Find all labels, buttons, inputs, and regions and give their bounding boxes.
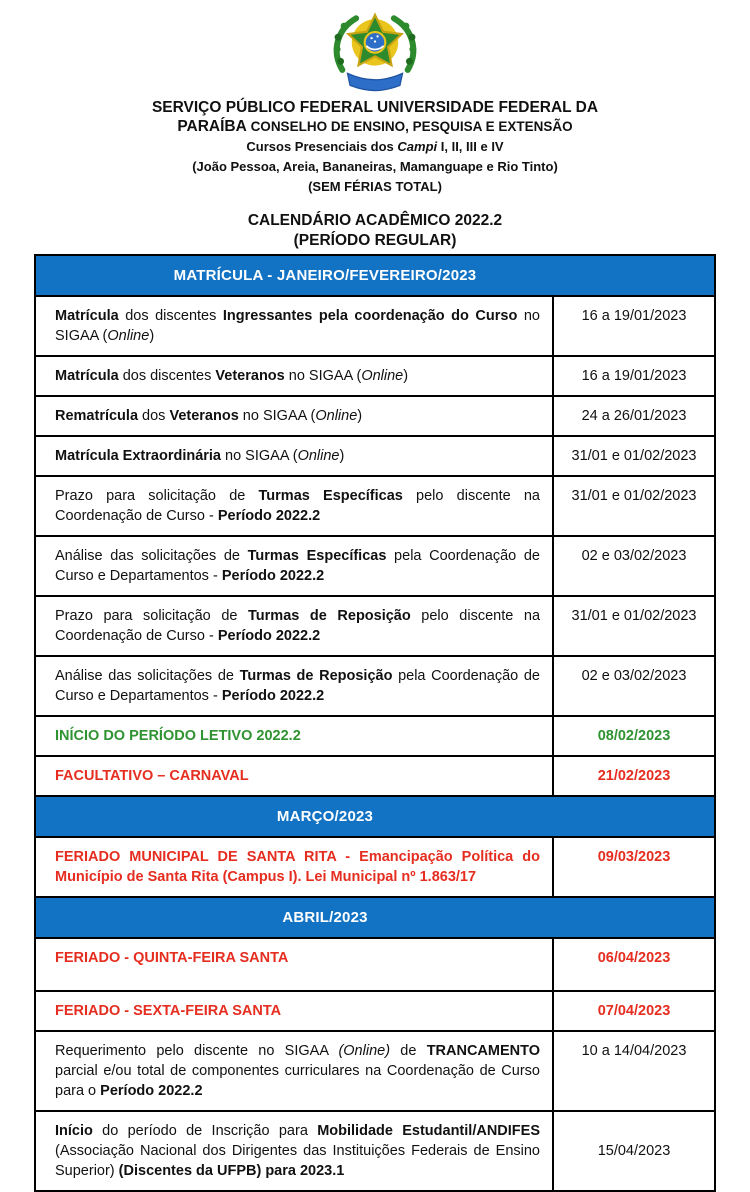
event-description bbox=[35, 536, 553, 596]
event-text-segment: dos bbox=[138, 408, 170, 424]
event-text-segment: pela Coordenação de Curso e Departamentos - bbox=[55, 548, 540, 584]
event-text-segment: ) bbox=[149, 328, 155, 344]
event-row bbox=[35, 596, 715, 656]
event-row bbox=[35, 656, 715, 716]
calendar-table-body bbox=[35, 255, 715, 1191]
campi-suffix: I, II, III e IV bbox=[437, 139, 504, 154]
event-text-segment: Prazo para solicitação de bbox=[55, 608, 249, 624]
event-description bbox=[35, 436, 553, 476]
document-title bbox=[0, 211, 750, 251]
event-text-segment: Ingressantes pela coordenação do Curso bbox=[222, 308, 518, 324]
event-date: 02 e 03/02/2023 bbox=[553, 536, 715, 596]
event-date: 06/04/2023 bbox=[553, 938, 715, 991]
event-text-segment: ) bbox=[357, 408, 363, 424]
event-text-segment: FERIADO - SEXTA-FEIRA SANTA bbox=[55, 1003, 282, 1019]
org-title-main: SERVIÇO PÚBLICO FEDERAL UNIVERSIDADE FEDERAL DA PARAÍBA bbox=[151, 99, 599, 135]
section-row bbox=[35, 796, 715, 837]
event-text-segment: Período 2022.2 bbox=[217, 508, 321, 524]
event-text-segment: Turmas de Reposição bbox=[239, 668, 393, 684]
event-text-segment: Matrícula Extraordinária bbox=[55, 448, 221, 464]
event-row bbox=[35, 1111, 715, 1191]
event-row bbox=[35, 356, 715, 396]
event-text-segment: Online bbox=[361, 368, 404, 384]
event-text-segment: Período 2022.2 bbox=[217, 628, 321, 644]
event-text-segment: no SIGAA ( bbox=[238, 408, 316, 424]
event-text-segment: dos discentes bbox=[118, 308, 223, 324]
event-description bbox=[35, 1111, 553, 1191]
event-row bbox=[35, 436, 715, 476]
campi-line bbox=[0, 137, 750, 156]
event-text-segment: Período 2022.2 bbox=[221, 688, 325, 704]
event-text-segment: (Discentes da UFPB) para 2023.1 bbox=[118, 1163, 345, 1179]
event-description bbox=[35, 716, 553, 756]
event-text-segment: pelo discente na Coordenação de Curso - bbox=[55, 608, 541, 644]
event-text-segment: no SIGAA ( bbox=[284, 368, 362, 384]
event-description bbox=[35, 596, 553, 656]
event-text-segment: Matrícula bbox=[55, 308, 119, 324]
event-description bbox=[35, 476, 553, 536]
event-text-segment: Veteranos bbox=[215, 368, 285, 384]
event-text-segment: Turmas Específicas bbox=[258, 488, 403, 504]
event-text-segment: Prazo para solicitação de bbox=[55, 488, 259, 504]
event-text-segment: Período 2022.2 bbox=[100, 1083, 203, 1099]
event-date: 09/03/2023 bbox=[553, 837, 715, 897]
org-title-council: CONSELHO DE ENSINO, PESQUISA E EXTENSÃO bbox=[250, 119, 573, 134]
event-text-segment: Online bbox=[297, 448, 340, 464]
event-text-segment: Online bbox=[315, 408, 358, 424]
section-header-label: MATRÍCULA - JANEIRO/FEVEREIRO/2023 bbox=[35, 255, 715, 296]
event-date: 08/02/2023 bbox=[553, 716, 715, 756]
event-text-segment: Turmas de Reposição bbox=[248, 608, 411, 624]
event-text-segment: ) bbox=[339, 448, 345, 464]
calendar-table bbox=[34, 254, 716, 1192]
event-description bbox=[35, 1031, 553, 1111]
no-vacation-note: (SEM FÉRIAS TOTAL) bbox=[308, 179, 442, 194]
event-text-segment: INÍCIO DO PERÍODO LETIVO 2022.2 bbox=[55, 728, 301, 744]
event-text-segment: TRANCAMENTO bbox=[426, 1043, 540, 1059]
event-text-segment: FERIADO - QUINTA-FEIRA SANTA bbox=[55, 950, 289, 966]
event-text-segment: (Associação Nacional dos Dirigentes das Instituições Federais de Ensino Superior) bbox=[55, 1143, 540, 1179]
event-text-segment: parcial e/ou total de componentes curriculares na Coordenação de Curso para o bbox=[55, 1063, 540, 1099]
document-title-line1: CALENDÁRIO ACADÊMICO 2022.2 bbox=[247, 212, 503, 229]
campi-word: Campi bbox=[397, 139, 438, 154]
event-row bbox=[35, 296, 715, 356]
event-text-segment: Análise das solicitações de bbox=[55, 668, 240, 684]
event-text-segment: Período 2022.2 bbox=[221, 568, 325, 584]
event-date: 16 a 19/01/2023 bbox=[553, 296, 715, 356]
event-description bbox=[35, 756, 553, 796]
event-description bbox=[35, 938, 553, 991]
event-row bbox=[35, 991, 715, 1031]
event-row bbox=[35, 938, 715, 991]
event-text-segment: Mobilidade Estudantil/ANDIFES bbox=[317, 1123, 540, 1139]
event-text-segment: Veteranos bbox=[169, 408, 239, 424]
section-header-label: MARÇO/2023 bbox=[35, 796, 715, 837]
event-row bbox=[35, 716, 715, 756]
event-date: 07/04/2023 bbox=[553, 991, 715, 1031]
event-date: 02 e 03/02/2023 bbox=[553, 656, 715, 716]
event-row bbox=[35, 756, 715, 796]
event-text-segment: Rematrícula bbox=[55, 408, 139, 424]
event-text-segment: no SIGAA ( bbox=[55, 308, 540, 344]
event-date: 10 a 14/04/2023 bbox=[553, 1031, 715, 1111]
event-text-segment: FERIADO MUNICIPAL DE SANTA RITA - Emancipação Política do Município de Santa Rita (Campus I). Lei Municipal nº 1.863/17 bbox=[55, 849, 540, 885]
event-text-segment: Turmas Específicas bbox=[247, 548, 387, 564]
event-text-segment: de bbox=[390, 1043, 427, 1059]
event-date: 21/02/2023 bbox=[553, 756, 715, 796]
event-text-segment: ) bbox=[403, 368, 409, 384]
event-date: 15/04/2023 bbox=[553, 1111, 715, 1191]
event-description bbox=[35, 356, 553, 396]
document-title-line2: (PERÍODO REGULAR) bbox=[293, 232, 457, 249]
event-text-segment: no SIGAA ( bbox=[221, 448, 298, 464]
event-text-segment: Início bbox=[55, 1123, 93, 1139]
campi-prefix: Cursos Presenciais dos bbox=[246, 139, 398, 154]
event-text-segment: pelo discente na Coordenação de Curso - bbox=[55, 488, 540, 524]
org-title-line bbox=[123, 98, 628, 136]
campuses-line: (João Pessoa, Areia, Bananeiras, Mamanguape e Rio Tinto) bbox=[192, 159, 558, 174]
event-date: 16 a 19/01/2023 bbox=[553, 356, 715, 396]
crest-container bbox=[0, 8, 750, 94]
event-text-segment: dos discentes bbox=[118, 368, 216, 384]
event-date: 31/01 e 01/02/2023 bbox=[553, 436, 715, 476]
event-text-segment: (Online) bbox=[338, 1043, 391, 1059]
event-date: 31/01 e 01/02/2023 bbox=[553, 476, 715, 536]
event-text-segment: do período de Inscrição para bbox=[92, 1123, 318, 1139]
event-text-segment: Matrícula bbox=[55, 368, 119, 384]
event-description bbox=[35, 837, 553, 897]
event-row bbox=[35, 1031, 715, 1111]
event-text-segment: Requerimento pelo discente no SIGAA bbox=[55, 1043, 339, 1059]
section-header-label: ABRIL/2023 bbox=[35, 897, 715, 938]
event-text-segment: FACULTATIVO – CARNAVAL bbox=[55, 768, 249, 784]
event-row bbox=[35, 396, 715, 436]
brazil-coat-of-arms-icon bbox=[323, 8, 427, 94]
event-row bbox=[35, 837, 715, 897]
section-row bbox=[35, 897, 715, 938]
event-description bbox=[35, 991, 553, 1031]
event-description bbox=[35, 656, 553, 716]
section-row bbox=[35, 255, 715, 296]
event-date: 24 a 26/01/2023 bbox=[553, 396, 715, 436]
org-header bbox=[0, 98, 750, 196]
event-text-segment: pela Coordenação de Curso e Departamentos - bbox=[55, 668, 540, 704]
event-row bbox=[35, 476, 715, 536]
event-row bbox=[35, 536, 715, 596]
event-text-segment: Análise das solicitações de bbox=[55, 548, 248, 564]
event-description bbox=[35, 296, 553, 356]
event-description bbox=[35, 396, 553, 436]
event-date: 31/01 e 01/02/2023 bbox=[553, 596, 715, 656]
event-text-segment: Online bbox=[107, 328, 150, 344]
